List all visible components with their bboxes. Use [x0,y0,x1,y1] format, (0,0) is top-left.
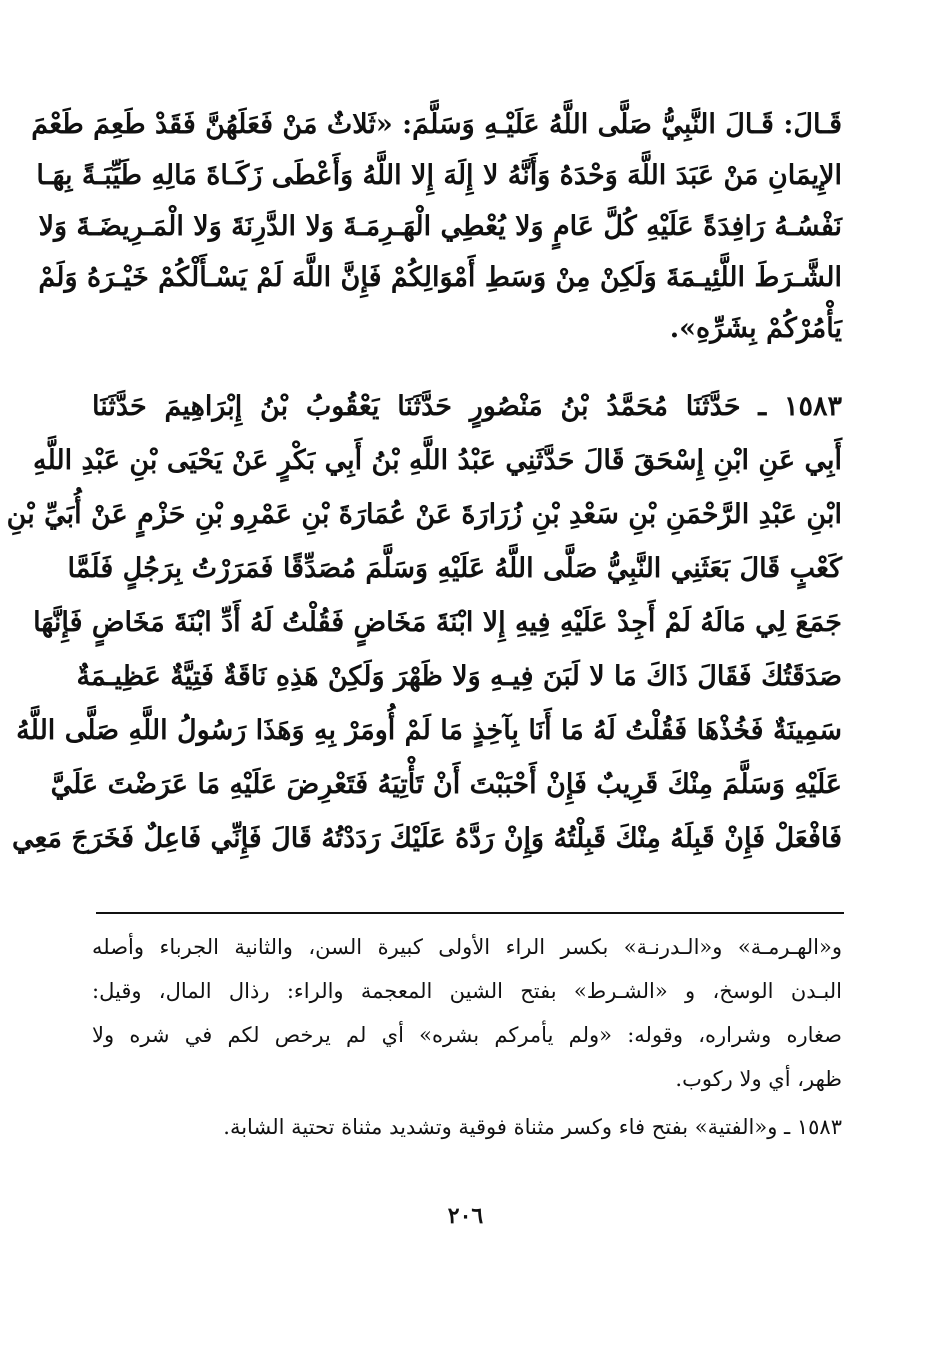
footnote-divider [96,912,844,914]
text-line: الشَّـرَطَ اللَّئِيـمَةَ وَلَكِنْ مِنْ وَسَطِ أَمْوَالِكُمْ فَإِنَّ اللَّهَ لَمْ يَسْـأَلْكُمْ خَيْـرَهُ وَلَمْ [38,262,842,293]
text-line: عَلَيْهِ وَسَلَّمَ مِنْكَ قَرِيبٌ فَإِنْ أَحْبَبْتَ أَنْ تَأْتِيَهُ فَتَعْرِضَ عَلَيْهِ مَا عَرَضْتَ عَلَيَّ [50,769,842,800]
footnote-line: البـدن الوسخ، و «الشـرط» بفتح الشين المعجمة والراء: رذال المال، وقيل: [92,979,842,1003]
text-line: سَمِينَةٌ فَخُذْهَا فَقُلْتُ لَهُ مَا أَنَا بِآخِذٍ مَا لَمْ أُومَرْ بِهِ وَهَذَا رَسُولُ اللَّهِ صَلَّى اللَّهُ [16,715,842,746]
page-number: ٢٠٦ [447,1203,484,1229]
text-line: قَـالَ: قَـالَ النَّبِيُّ صَلَّى اللَّهُ عَلَيْـهِ وَسَلَّمَ: «ثَلاثٌ مَنْ فَعَلَهُنَّ فَقَدْ طَعِمَ طَعْمَ [31,109,842,140]
text-line: نَفْسُـهُ رَافِدَةً عَلَيْهِ كُلَّ عَامٍ وَلا يُعْطِي الْهَـرِمَـةَ وَلا الدَّرِنَةَ وَلا الْمَـرِيضَـةَ وَلا [38,211,842,242]
hadith-number-line: ١٥٨٣ ـ حَدَّثَنَا مُحَمَّدُ بْنُ مَنْصُورٍ حَدَّثَنَا يَعْقُوبُ بْنُ إِبْرَاهِيمَ حَدَّثَنَا [92,391,842,422]
footnote-line: و«الهـرمـة» و«الـدرنـة» بكسر الراء الأولى كبيرة السن، والثانية الجرباء وأصله [92,935,842,959]
text-line: كَعْبٍ قَالَ بَعَثَنِي النَّبِيُّ صَلَّى اللَّهُ عَلَيْهِ وَسَلَّمَ مُصَدِّقًا فَمَرَرْتُ بِرَجُلٍ فَلَمَّا [67,553,842,584]
text-line: صَدَقَتُكَ فَقَالَ ذَاكَ مَا لا لَبَنَ فِيـهِ وَلا ظَهْرَ وَلَكِنْ هَذِهِ نَاقَةٌ فَتِيَّةٌ عَظِيـمَةٌ [76,661,842,692]
text-line: جَمَعَ لِي مَالَهُ لَمْ أَجِدْ عَلَيْهِ فِيهِ إِلا ابْنَةَ مَخَاضٍ فَقُلْتُ لَهُ أَدِّ ابْنَةَ مَخَاضٍ فَإِنَّهَا [33,607,842,638]
footnote-line: ١٥٨٣ ـ و«الفتية» بفتح فاء وكسر مثناة فوقية وتشديد مثناة تحتية الشابة. [223,1115,842,1139]
text-line: يَأْمُرْكُمْ بِشَرِّهِ». [669,313,842,344]
footnote-line: صغاره وشراره، وقوله: «ولم يأمركم بشره» أي لم يرخص لكم في شره ولا [92,1023,842,1047]
footnote-line: ظهر، أي ولا ركوب. [675,1067,842,1091]
text-line: أَبِي عَنِ ابْنِ إِسْحَقَ قَالَ حَدَّثَنِي عَبْدُ اللَّهِ بْنُ أَبِي بَكْرٍ عَنْ يَحْيَى بْنِ عَبْدِ اللَّهِ [33,445,842,476]
text-line: فَافْعَلْ فَإِنْ قَبِلَهُ مِنْكَ قَبِلْتُهُ وَإِنْ رَدَّهُ عَلَيْكَ رَدَدْتُهُ قَالَ فَإِنِّي فَاعِلٌ فَخَرَجَ مَعِي [12,823,842,854]
text-line: ابْنِ عَبْدِ الرَّحْمَنِ بْنِ سَعْدِ بْنِ زُرَارَةَ عَنْ عُمَارَةَ بْنِ عَمْرِو بْنِ حَزْمٍ عَنْ أُبَيِّ بْنِ [6,499,842,530]
text-line: الإِيمَانِ مَنْ عَبَدَ اللَّهَ وَحْدَهُ وَأَنَّهُ لا إِلَهَ إِلا اللَّهُ وَأَعْطَى زَكَـاةَ مَالِهِ طَيِّبَـةً بِهَـا [36,160,842,191]
